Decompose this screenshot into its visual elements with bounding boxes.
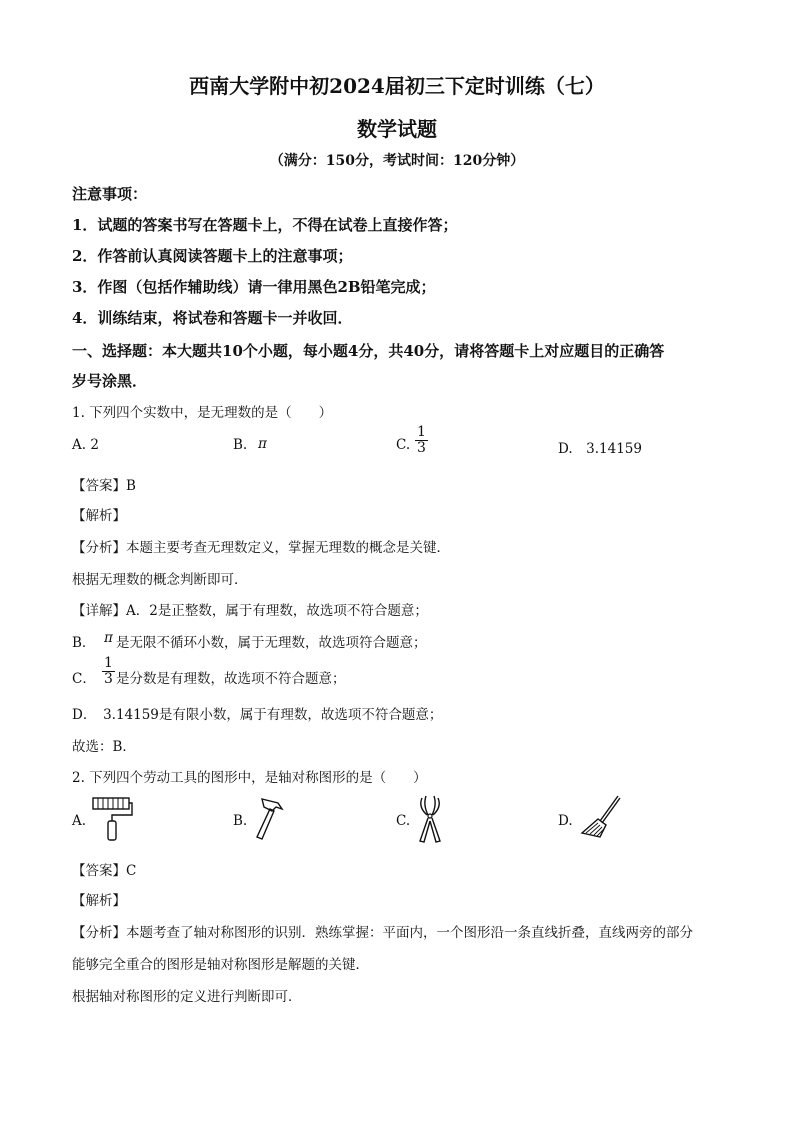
note-item-2: 2．作答前认真阅读答题卡上的注意事项；	[72, 247, 353, 265]
q1-analysis-label: 【解析】	[72, 508, 126, 524]
q1-answer: 【答案】B	[72, 478, 136, 494]
hammer-icon	[252, 795, 288, 843]
exam-meta: （满分：150分，考试时间：120分钟）	[269, 153, 525, 169]
fraction-denominator: 3	[104, 671, 113, 687]
q1-detail-b-label: B．	[72, 635, 96, 651]
q1-stem: 1. 下列四个实数中，是无理数的是（ ）	[72, 405, 333, 421]
q2-option-a-label: A.	[72, 813, 87, 829]
q1-detail-b-text: 是无限不循环小数，属于无理数，故选项符合题意；	[116, 635, 427, 651]
q1-option-b-label: B.	[233, 437, 248, 453]
q1-conclusion: 故选：B．	[72, 739, 136, 755]
q2-analysis-line1: 【分析】本题考查了轴对称图形的识别．熟练掌握：平面内，一个图形沿一条直线折叠，直线两旁的部分	[72, 925, 693, 941]
q1-detail-c-fraction	[102, 656, 115, 687]
q2-analysis-line2: 能够完全重合的图形是轴对称图形是解题的关键．	[72, 957, 369, 973]
q1-detail-b-pi: π	[104, 630, 113, 646]
q2-option-b-label: B.	[233, 813, 248, 829]
subject-title: 数学试题	[357, 117, 437, 141]
q1-detail-d: D． 3.14159是有限小数，属于有理数，故选项不符合题意；	[72, 707, 443, 723]
q2-option-c-label: C.	[396, 813, 411, 829]
note-item-1: 1．试题的答案书写在答题卡上，不得在试卷上直接作答；	[72, 216, 458, 234]
q1-detail-c-label: C．	[72, 671, 96, 687]
q1-option-a: A. 2	[72, 437, 99, 453]
q2-method: 根据轴对称图形的定义进行判断即可．	[72, 989, 302, 1005]
q1-method: 根据无理数的概念判断即可．	[72, 572, 248, 588]
q2-stem: 2. 下列四个劳动工具的图形中，是轴对称图形的是（ ）	[72, 770, 427, 786]
fraction-numerator: 1	[417, 424, 426, 440]
q1-option-c-label: C.	[396, 437, 411, 453]
broom-icon	[576, 793, 624, 843]
pliers-icon	[412, 793, 448, 845]
fraction-denominator: 3	[417, 440, 426, 456]
q1-detail-a: 【详解】A．2是正整数，属于有理数，故选项不符合题意；	[72, 603, 428, 619]
exam-title: 西南大学附中初2024届初三下定时训练（七）	[189, 74, 605, 98]
section-heading-line1: 一、选择题：本大题共10个小题，每小题4分，共40分，请将答题卡上对应题目的正确答	[72, 342, 665, 360]
q1-analysis: 【分析】本题主要考查无理数定义，掌握无理数的概念是关键．	[72, 540, 450, 556]
fraction-numerator: 1	[104, 655, 113, 671]
q2-analysis-label: 【解析】	[72, 893, 126, 909]
q1-option-b-pi: π	[258, 436, 267, 452]
note-item-3: 3．作图（包括作辅助线）请一律用黑色2B铅笔完成；	[72, 278, 436, 296]
note-item-4: 4．训练结束，将试卷和答题卡一并收回．	[72, 309, 353, 327]
q2-answer: 【答案】C	[72, 863, 137, 879]
paint-roller-icon	[90, 795, 134, 843]
q1-option-c-fraction	[415, 425, 428, 456]
notes-heading: 注意事项：	[72, 185, 148, 203]
q2-option-d-label: D.	[558, 813, 573, 829]
q1-detail-c-text: 是分数是有理数，故选项不符合题意；	[116, 671, 346, 687]
q1-option-d: D. 3.14159	[558, 441, 642, 457]
section-heading-line2: 岁号涂黑．	[72, 372, 148, 390]
